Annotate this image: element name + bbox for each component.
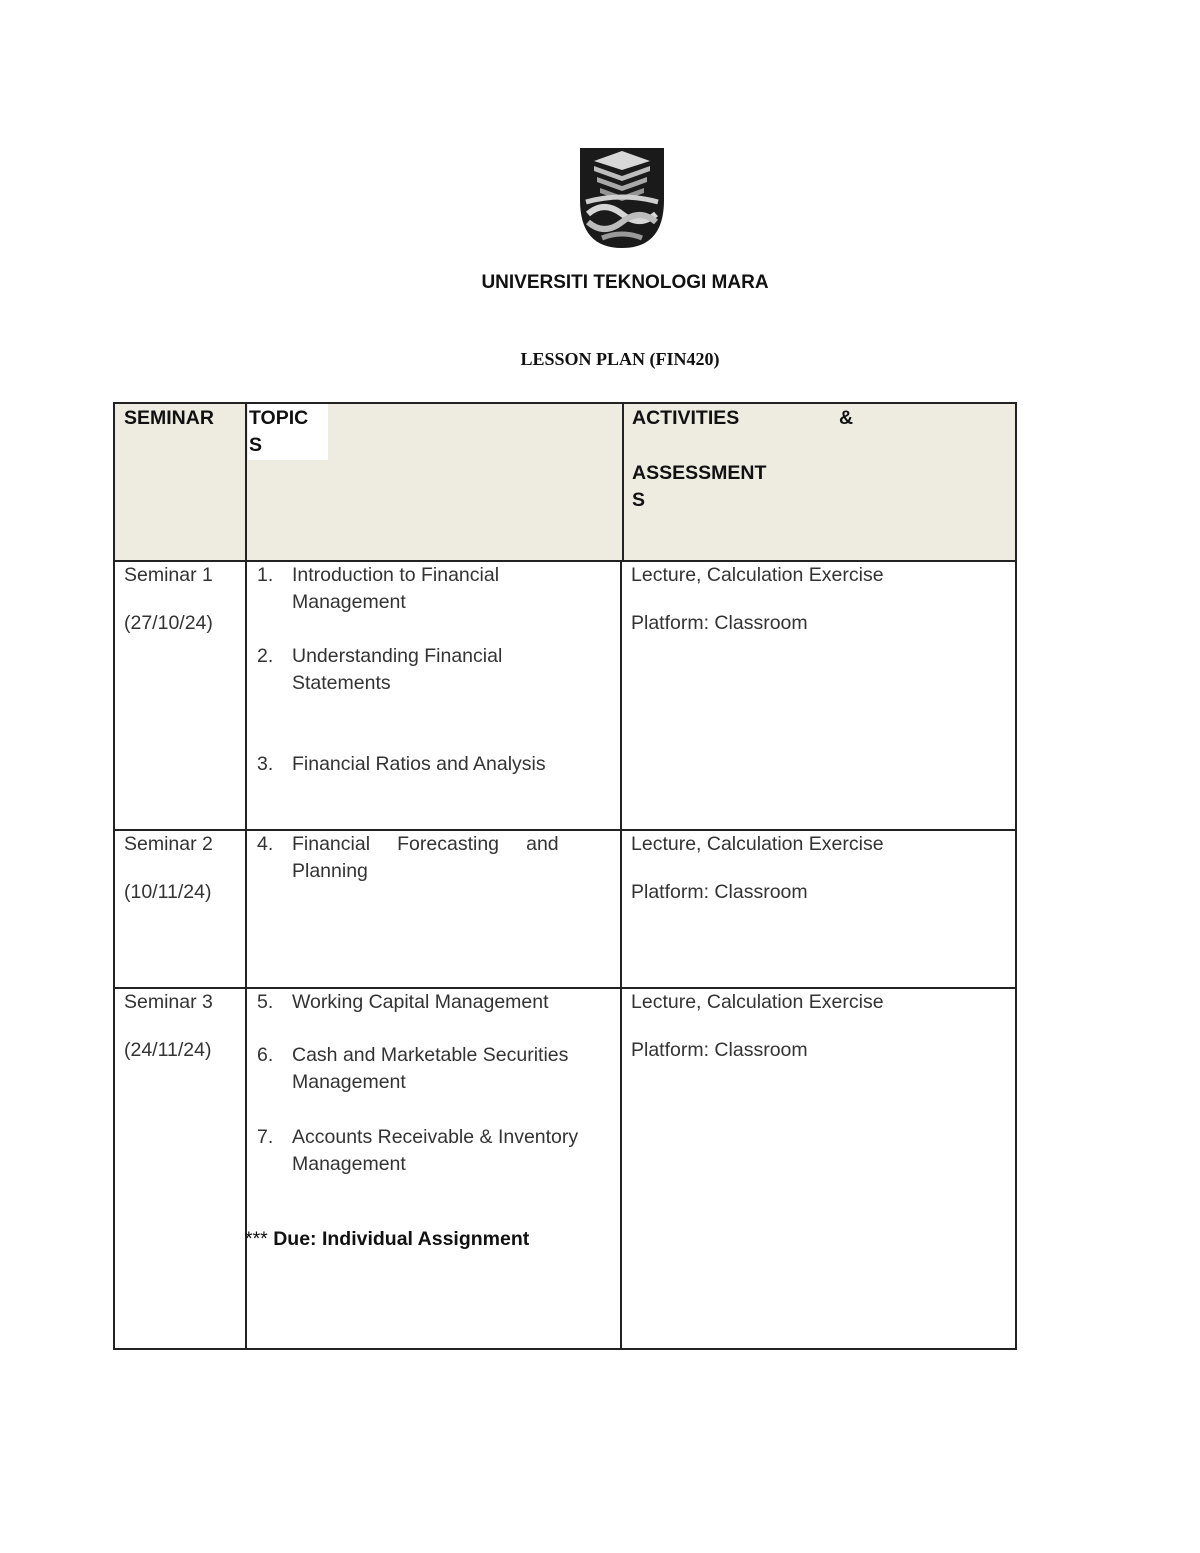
seminar-2-activity: Lecture, Calculation Exercise	[631, 833, 884, 855]
seminar-3-activity: Lecture, Calculation Exercise	[631, 991, 884, 1013]
column-divider-2	[620, 560, 622, 1349]
header-activities: ACTIVITIES &	[632, 407, 854, 429]
seminar-2-label: Seminar 2	[124, 833, 213, 855]
column-divider-1	[245, 402, 247, 1349]
seminar-3-label: Seminar 3	[124, 991, 213, 1013]
seminar-2-platform: Platform: Classroom	[631, 881, 808, 903]
seminar-3-platform: Platform: Classroom	[631, 1039, 808, 1061]
header-assessments: ASSESSMENT S	[632, 462, 767, 511]
table-border-top	[113, 402, 1017, 404]
table-border-bottom	[113, 1348, 1017, 1350]
table-border-right	[1015, 402, 1017, 1349]
assignment-due-note: *** Due: Individual Assignment	[245, 1228, 530, 1250]
header-seminar: SEMINAR	[124, 407, 214, 429]
lesson-plan-table: SEMINAR TOPIC S ACTIVITIES & ASSESSMENT S Seminar 1 (27/10/24) 1. Introduction to Financial Management 2. Understanding Financial Statements 3. Financial Ratios and Analysis Lecture, Calculation Exercise Platform: Classroom Seminar 2 (10/11/24) 4. Financial Forecasting and Planning Lecture, Calculation Exercise Platform: Classroom Seminar 3 (24/11/24) 5. Working Capital Management 6. Cash and Marketable Securities Management 7. Accounts Receivable & Inventory Management *** Due: Individual Assignment Lecture, Calculation Exercise Platform: Classroom	[113, 402, 1017, 1349]
seminar-1-label: Seminar 1	[124, 564, 213, 586]
seminar-1-date: (27/10/24)	[124, 612, 213, 634]
seminar-1-platform: Platform: Classroom	[631, 612, 808, 634]
university-logo	[580, 148, 664, 248]
seminar-3-date: (24/11/24)	[124, 1039, 212, 1061]
column-divider-2-header	[622, 402, 624, 560]
university-name: UNIVERSITI TEKNOLOGI MARA	[481, 272, 769, 293]
header-topics: TOPIC S	[249, 407, 309, 456]
table-border-left	[113, 402, 115, 1349]
seminar-1-activity: Lecture, Calculation Exercise	[631, 564, 884, 586]
page-title: LESSON PLAN (FIN420)	[520, 349, 720, 369]
seminar-2-date: (10/11/24)	[124, 881, 212, 903]
